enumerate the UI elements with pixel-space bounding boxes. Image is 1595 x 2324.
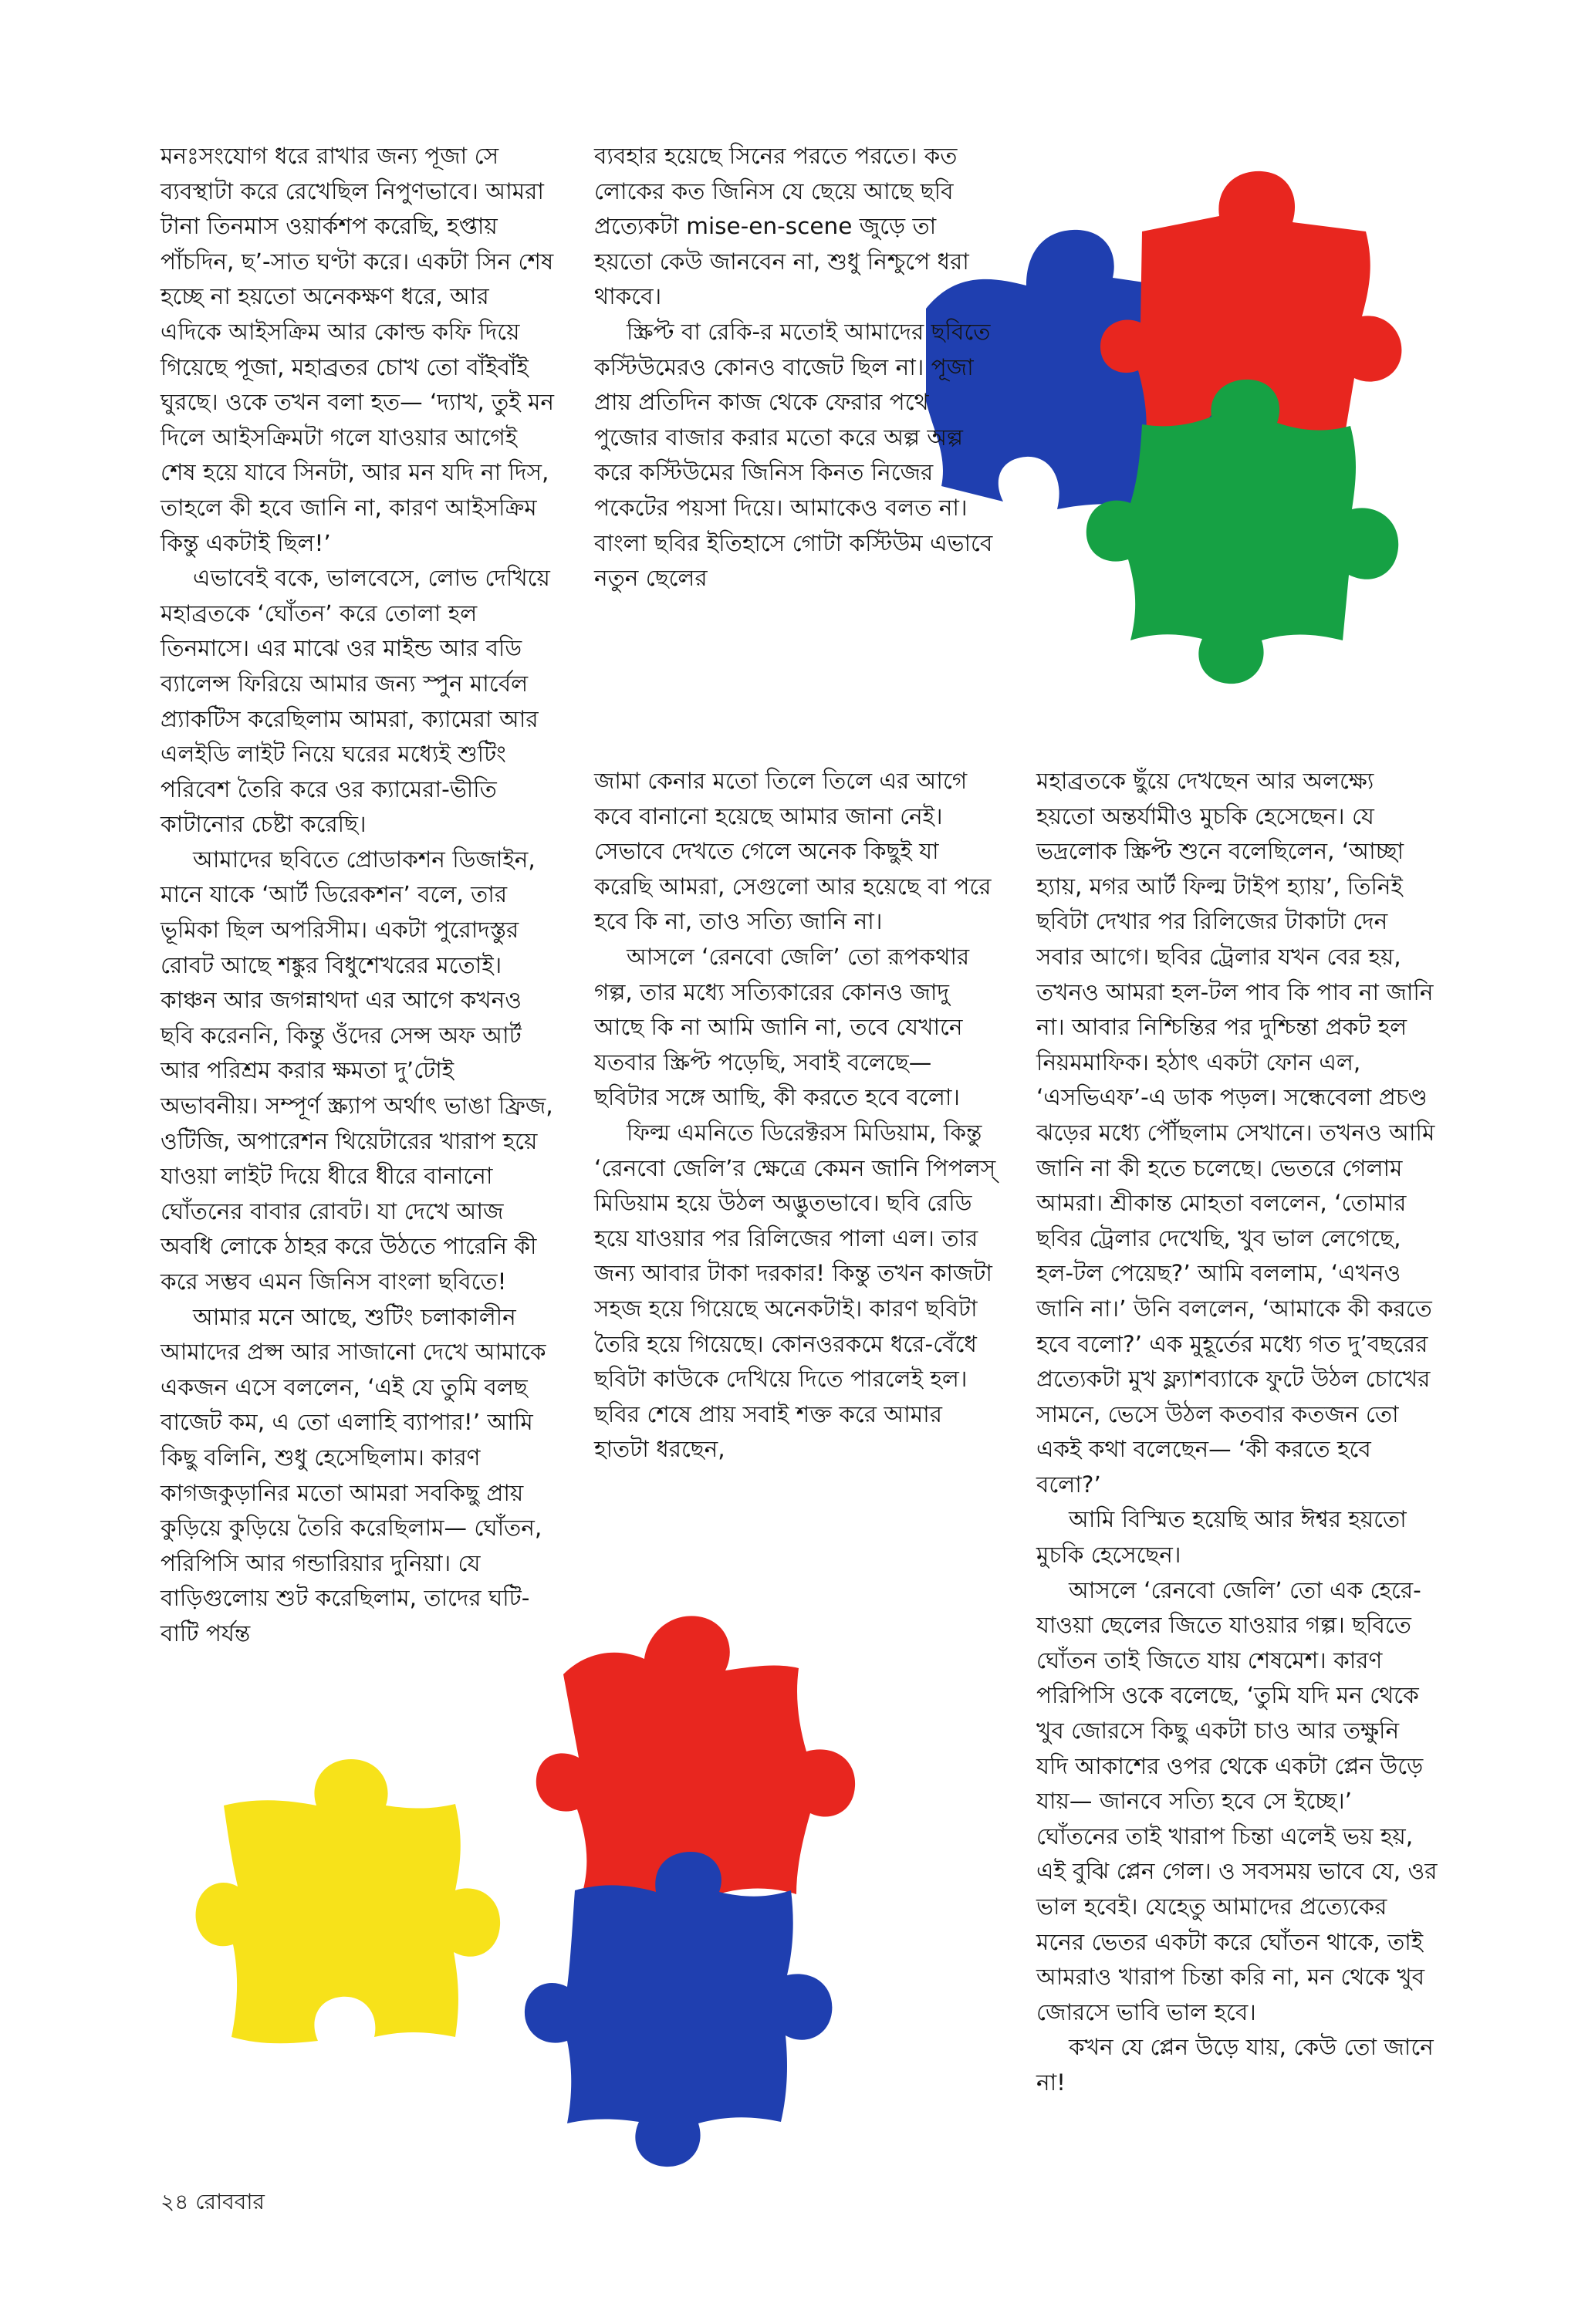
- paragraph: কখন যে প্লেন উড়ে যায়, কেউ তো জানে না!: [1036, 2034, 1434, 2096]
- paragraph: আসলে ‘রেনবো জেলি’ তো এক হেরে-যাওয়া ছেলের জিতে যাওয়ার গল্প। ছবিতে ঘোঁতন তাই জিতে যায় শেষমেশ। কারণ পরিপিসি ওকে বলেছে, ‘তুমি যদি মন থেকে খুব জোরসে কিছু একটা চাও আর তক্ষুনি যদি আকাশের ওপর থেকে একটা প্লেন উড়ে যায়— জানবে সত্যি হবে সে ইচ্ছে।’ ঘোঁতনের তাই খারাপ চিন্তা এলেই ভয় হয়, এই বুঝি প্লেন গেল। ও সবসময় ভাবে যে, ওর ভাল হবেই। যেহেতু আমাদের প্রত্যেকের মনের ভেতর একটা করে ঘোঁতন থাকে, তাই আমরাও খারাপ চিন্তা করি না, মন থেকে খুব জোরসে ভাবি ভাল হবে।: [1036, 1576, 1438, 2025]
- paragraph: আসলে ‘রেনবো জেলি’ তো রূপকথার গল্প, তার মধ্যে সত্যিকারের কোনও জাদু আছে কি না আমি জানি না, তবে যেখানে যতবার স্ক্রিপ্ট পড়েছি, সবাই বলেছে— ছবিটার সঙ্গে আছি, কী করতে হবে বলো।: [594, 943, 970, 1111]
- paragraph: জামা কেনার মতো তিলে তিলে এর আগে কবে বানানো হয়েছে আমার জানা নেই। সেভাবে দেখতে গেলে অনেক কিছুই যা করেছি আমরা, সেগুলো আর হয়েছে বা পরে হবে কি না, তাও সত্যি জানি না।: [594, 768, 992, 935]
- article-column-2-top: [594, 139, 999, 596]
- paragraph: আমাদের ছবিতে প্রোডাকশন ডিজাইন, মানে যাকে ‘আর্ট ডিরেকশন’ বলে, তার ভূমিকা ছিল অপরিসীম। একটা পুরোদস্তুর রোবট আছে শঙ্কুর বিধুশেখরের মতোই। কাঞ্চন আর জগন্নাথদা এর আগে কখনও ছবি করেননি, কিন্তু ওঁদের সেন্স অফ আর্ট আর পরিশ্রম করার ক্ষমতা দু’টোই অভাবনীয়। সম্পূর্ণ স্ক্র্যাপ অর্থাৎ ভাঙা ফ্রিজ, ওটিজি, অপারেশন থিয়েটারের খারাপ হয়ে যাওয়া লাইট দিয়ে ধীরে ধীরে বানানো ঘোঁতনের বাবার রোবট। যা দেখে আজ অবধি লোকে ঠাহর করে উঠতে পারেনি কী করে সম্ভব এমন জিনিস বাংলা ছবিতে!: [161, 846, 553, 1295]
- paragraph: মনঃসংযোগ ধরে রাখার জন্য পূজা সে ব্যবস্থাটা করে রেখেছিল নিপুণভাবে। আমরা টানা তিনমাস ওয়ার্কশপ করেছি, হপ্তায় পাঁচদিন, ছ’-সাত ঘণ্টা করে। একটা সিন শেষ হচ্ছে না হয়তো অনেকক্ষণ ধরে, আর এদিকে আইসক্রিম আর কোল্ড কফি দিয়ে গিয়েছে পূজা, মহাব্রতর চোখ তো বাঁইবাঁই ঘুরছে। ওকে তখন বলা হত— ‘দ্যাখ, তুই মন দিলে আইসক্রিমটা গলে যাওয়ার আগেই শেষ হয়ে যাবে সিনটা, আর মন যদি না দিস, তাহলে কী হবে জানি না, কারণ আইসক্রিম কিন্তু একটাই ছিল!’: [161, 143, 554, 556]
- paragraph: এভাবেই বকে, ভালবেসে, লোভ দেখিয়ে মহাব্রতকে ‘ঘোঁতন’ করে তোলা হল তিনমাসে। এর মাঝে ওর মাইন্ড আর বডি ব্যালেন্স ফিরিয়ে আমার জন্য স্পুন মার্বেল প্র্যাকটিস করেছিলাম আমরা, ক্যামেরা আর এলইডি লাইট নিয়ে ঘরের মধ্যেই শুটিং পরিবেশ তৈরি করে ওর ক্যামেরা-ভীতি কাটানোর চেষ্টা করেছি।: [161, 565, 550, 838]
- article-column-3: [1036, 764, 1438, 2101]
- paragraph: মহাব্রতকে ছুঁয়ে দেখছেন আর অলক্ষ্যে হয়তো অন্তর্যামীও মুচকি হেসেছেন। যে ভদ্রলোক স্ক্রিপ্ট শুনে বলেছিলেন, ‘আচ্ছা হ্যায়, মগর আর্ট ফিল্ম টাইপ হ্যায়’, তিনিই ছবিটা দেখার পর রিলিজের টাকাটা দেন সবার আগে। ছবির ট্রেলার যখন বের হয়, তখনও আমরা হল-টল পাব কি পাব না জানি না। আবার নিশ্চিন্তির পর দুশ্চিন্তা প্রকট হল নিয়মমাফিক। হঠাৎ একটা ফোন এল, ‘এসভিএফ’-এ ডাক পড়ল। সন্ধেবেলা প্রচণ্ড ঝড়ের মধ্যে পৌঁছলাম সেখানে। তখনও আমি জানি না কী হতে চলেছে। ভেতরে গেলাম আমরা। শ্রীকান্ত মোহতা বললেন, ‘তোমার ছবির ট্রেলার দেখেছি, খুব ভাল লেগেছে, হল-টল পেয়েছ?’ আমি বললাম, ‘এখনও জানি না।’ উনি বললেন, ‘আমাকে কী করতে হবে বলো?’ এক মুহূর্তের মধ্যে গত দু’বছরের প্রত্যেকটা মুখ ফ্ল্যাশব্যাকে ফুটে উঠল চোখের সামনে, ভেসে উঠল কতবার কতজন তো একই কথা বলেছেন— ‘কী করতে হবে বলো?’: [1036, 768, 1435, 1498]
- paragraph: ব্যবহার হয়েছে সিনের পরতে পরতে। কত লোকের কত জিনিস যে ছেয়ে আছে ছবি প্রত্যেকটা mise-en-scene জুড়ে তা হয়তো কেউ জানবেন না, শুধু নিশ্চুপে ধরা থাকবে।: [594, 143, 969, 310]
- paragraph: আমার মনে আছে, শুটিং চলাকালীন আমাদের প্রপ্স আর সাজানো দেখে আমাকে একজন এসে বললেন, ‘এই যে তুমি বলছ বাজেট কম, এ তো এলাহি ব্যাপার!’ আমি কিছু বলিনি, শুধু হেসেছিলাম। কারণ কাগজকুড়ানির মতো আমরা সবকিছু প্রায় কুড়িয়ে কুড়িয়ে তৈরি করেছিলাম— ঘোঁতন, পরিপিসি আর গন্ডারিয়ার দুনিয়া। যে বাড়িগুলোয় শুট করেছিলাম, তাদের ঘটি-বাটি পর্যন্ত: [161, 1303, 546, 1647]
- article-column-1: [161, 139, 554, 1652]
- page-folio: ২৪ রোববার: [161, 2189, 265, 2214]
- paragraph: ফিল্ম এমনিতে ডিরেক্টরস মিডিয়াম, কিন্তু ‘রেনবো জেলি’র ক্ষেত্রে কেমন জানি পিপলস্ মিডিয়াম হয়ে উঠল অদ্ভুতভাবে। ছবি রেডি হয়ে যাওয়ার পর রিলিজের পালা এল। তার জন্য আবার টাকা দরকার! কিন্তু তখন কাজটা সহজ হয়ে গিয়েছে অনেকটাই। কারণ ছবিটা তৈরি হয়ে গিয়েছে। কোনওরকমে ধরে-বেঁধে ছবিটা কাউকে দেখিয়ে দিতে পারলেই হল। ছবির শেষে প্রায় সবাই শক্ত করে আমার হাতটা ধরছেন,: [594, 1119, 996, 1463]
- yellow-puzzle-piece: [196, 1759, 501, 2043]
- blue-puzzle-piece-bottom: [525, 1852, 832, 2167]
- article-column-2-bottom: [594, 764, 999, 1468]
- puzzle-pieces-bottom-illustration: [201, 1574, 1011, 2176]
- paragraph: স্ক্রিপ্ট বা রেকি-র মতোই আমাদের ছবিতে কস্টিউমেরও কোনও বাজেট ছিল না। পূজা প্রায় প্রতিদিন কাজ থেকে ফেরার পথে পুজোর বাজার করার মতো করে অল্প অল্প করে কস্টিউমের জিনিস কিনত নিজের পকেটের পয়সা দিয়ে। আমাকেও বলত না। বাংলা ছবির ইতিহাসে গোটা কস্টিউম এভাবে নতুন ছেলের: [594, 318, 993, 592]
- paragraph: আমি বিস্মিত হয়েছি আর ঈশ্বর হয়তো মুচকি হেসেছেন।: [1036, 1506, 1407, 1569]
